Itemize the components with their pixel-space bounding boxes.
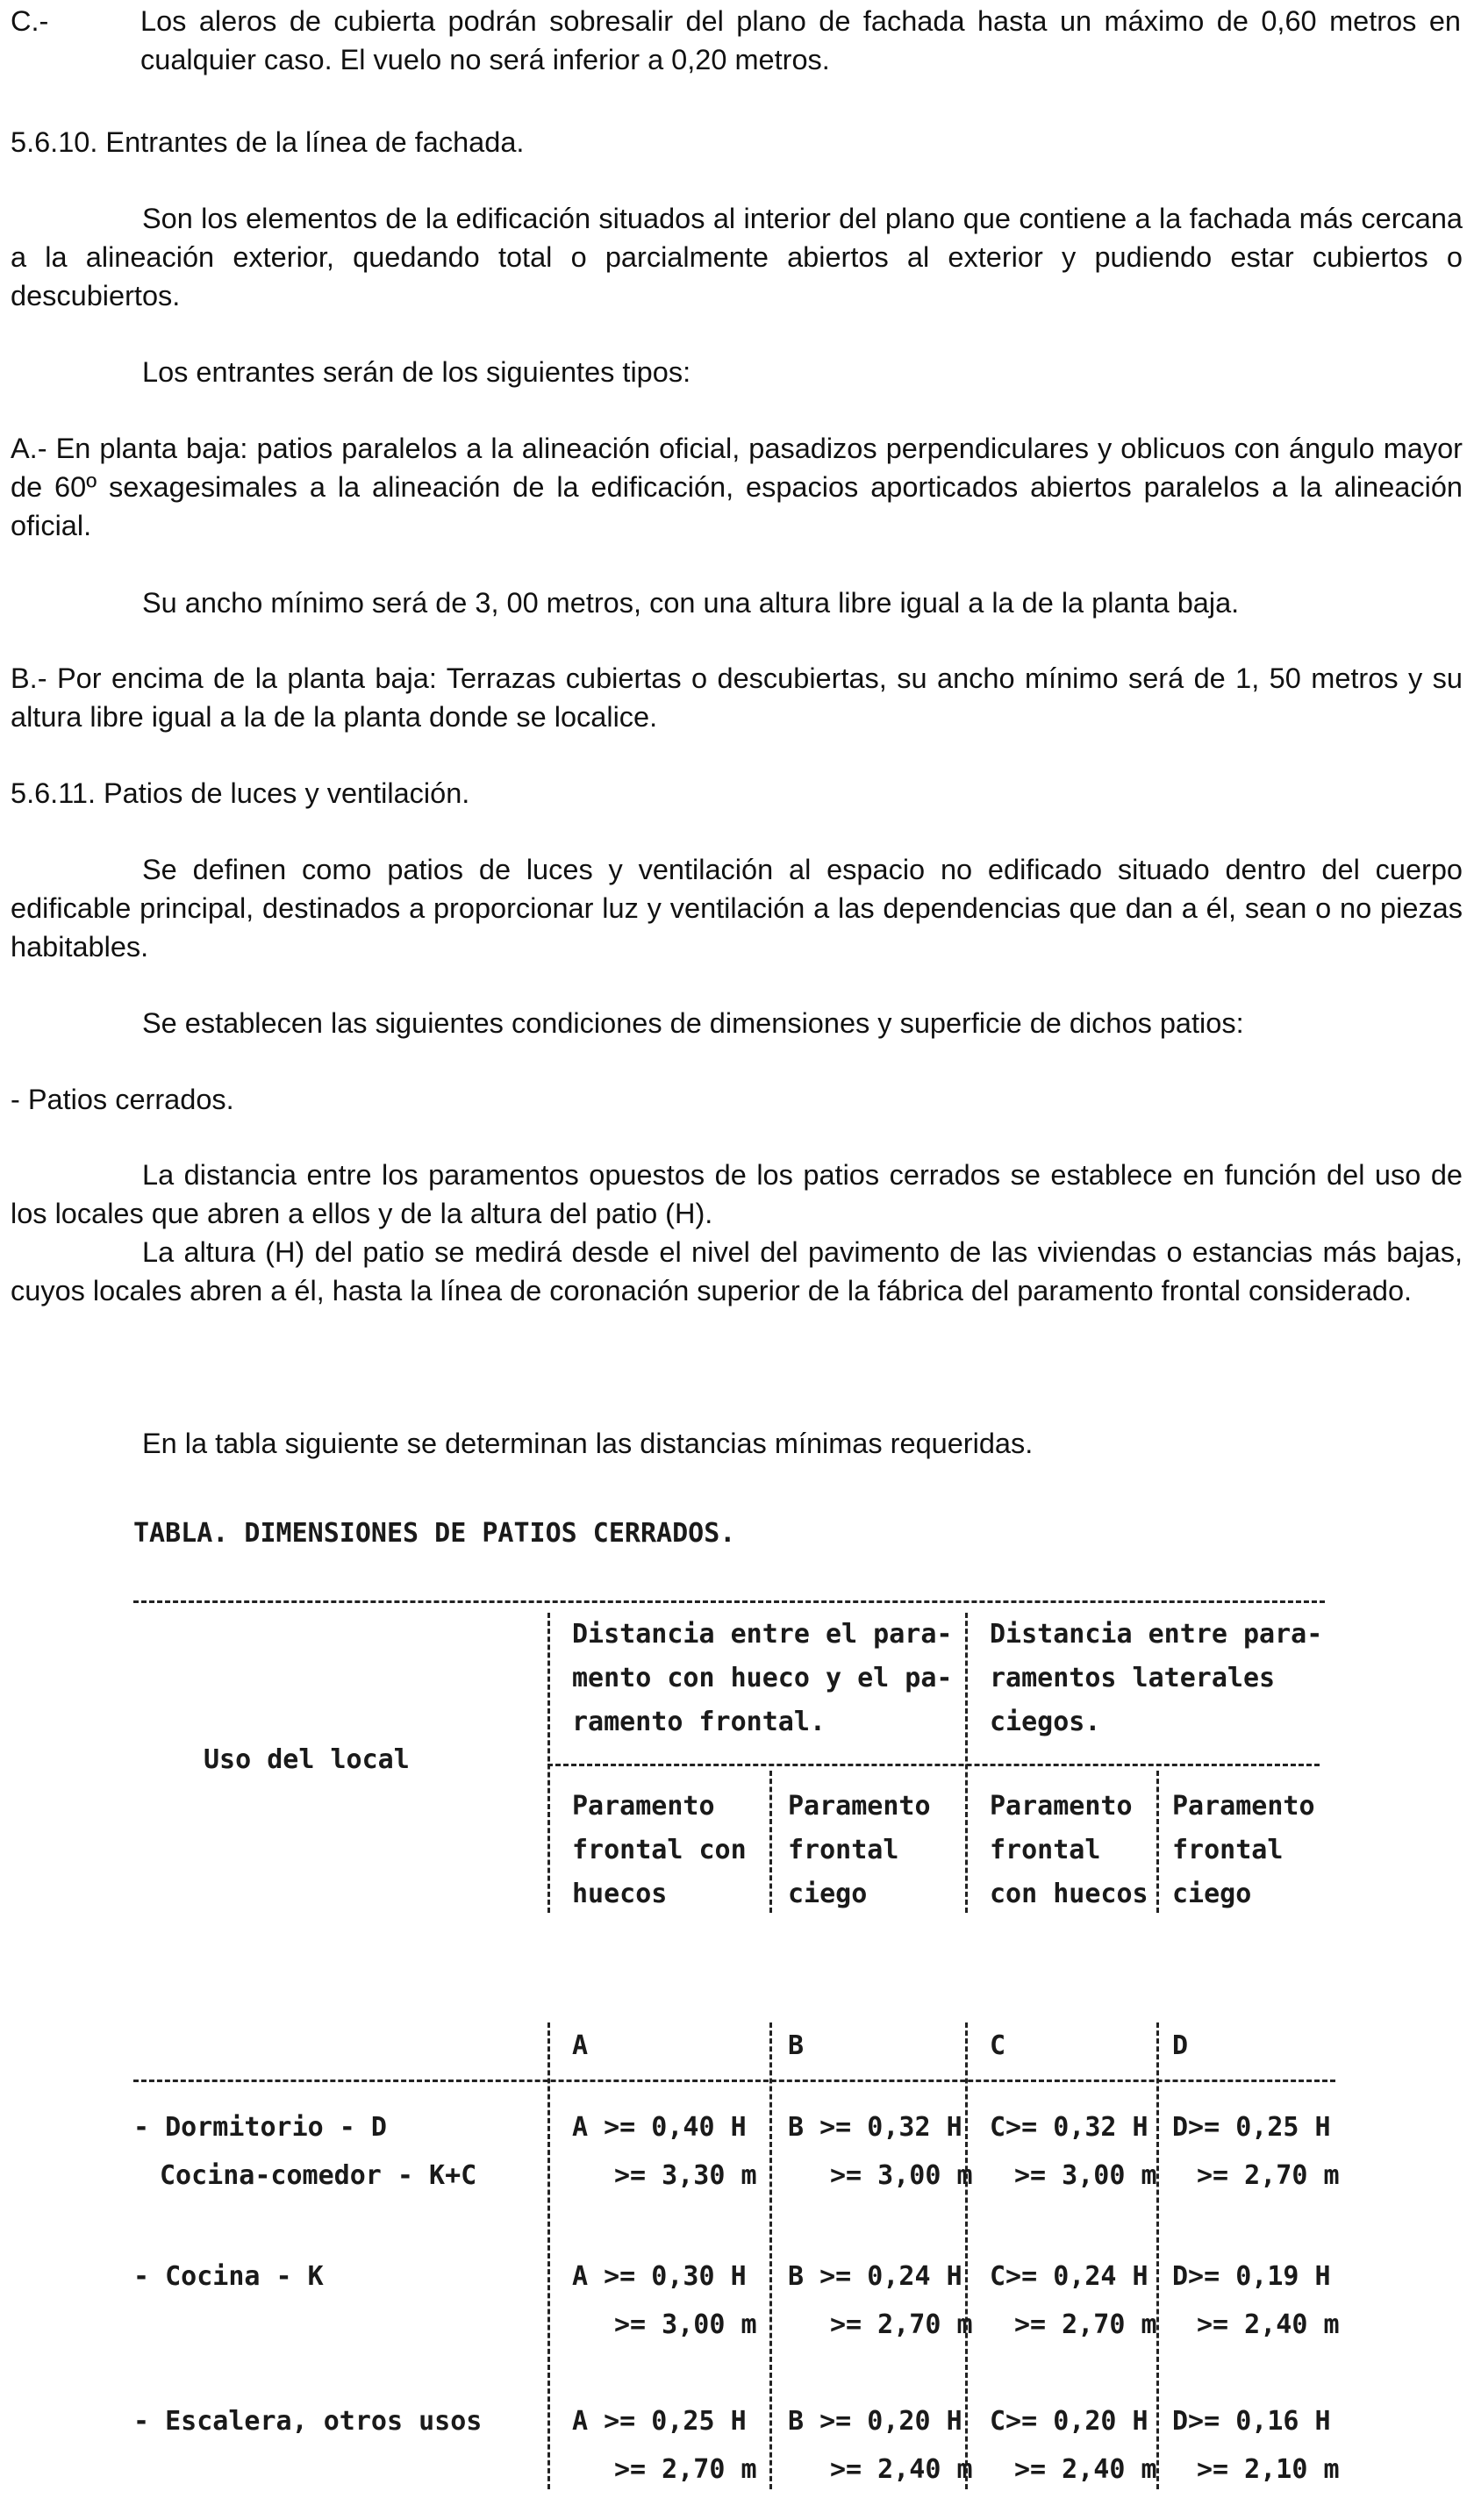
cell-a: A >= 0,40 H xyxy=(572,2112,747,2143)
body-separator-4 xyxy=(1156,2022,1159,2489)
paragraph-patios-definition: Se definen como patios de luces y ventilación al espacio no edificado situado dentro del cuerpo edificable principal, destinados a proporcionar luz y ventilación a las dependencias que dan a él, sean o no piezas habitables. xyxy=(11,854,1463,963)
column-letter-a: A xyxy=(572,2030,589,2061)
sub-c-line-3: con huecos xyxy=(990,1879,1148,1909)
item-c-label: C.- xyxy=(11,5,49,37)
body-separator-1 xyxy=(547,2022,550,2489)
sub-b-line-1: Paramento xyxy=(788,1791,931,1822)
section-heading-5-6-11: 5.6.11. Patios de luces y ventilación. xyxy=(11,777,470,809)
cell-b: >= 2,40 m xyxy=(830,2454,973,2485)
sub-d-line-1: Paramento xyxy=(1172,1791,1315,1822)
row-label: - Escalera, otros usos xyxy=(133,2406,483,2437)
cell-d: >= 2,10 m xyxy=(1197,2454,1340,2485)
group1-line-3: ramento frontal. xyxy=(572,1707,826,1737)
sub-d-line-3: ciego xyxy=(1172,1879,1252,1909)
body-separator-3 xyxy=(965,2022,968,2489)
paragraph-entrantes-definition: Son los elementos de la edificación situados al interior del plano que contiene a la fachada más cercana a la alineación exterior, quedando total o parcialmente abiertos al exterior y pudiendo estar cubiertos o descubiertos. xyxy=(11,203,1463,311)
cell-c: C>= 0,32 H xyxy=(990,2112,1148,2143)
header-separator-1 xyxy=(547,1613,550,1913)
cell-b: B >= 0,32 H xyxy=(788,2112,962,2143)
cell-a: A >= 0,25 H xyxy=(572,2406,747,2437)
cell-d: D>= 0,16 H xyxy=(1172,2406,1331,2437)
cell-a: >= 3,30 m xyxy=(614,2160,757,2191)
section-heading-5-6-10: 5.6.10. Entrantes de la línea de fachada. xyxy=(11,126,525,158)
row-label: - Cocina - K xyxy=(133,2261,324,2292)
body-top-rule xyxy=(133,2080,1335,2082)
group2-line-3: ciegos. xyxy=(990,1707,1101,1737)
column-letter-c: C xyxy=(990,2030,1006,2061)
sub-b-line-2: frontal xyxy=(788,1835,899,1865)
item-c-text: Los aleros de cubierta podrán sobresalir del plano de fachada hasta un máximo de 0,60 metros en cualquier caso. El vuelo no será inferior a 0,20 metros. xyxy=(140,5,1461,75)
row-label: Cocina-comedor - K+C xyxy=(160,2160,477,2191)
group1-line-2: mento con hueco y el pa- xyxy=(572,1663,953,1693)
cell-b: B >= 0,20 H xyxy=(788,2406,962,2437)
body-separator-2 xyxy=(769,2022,772,2489)
paragraph-encima-planta-baja: B.- Por encima de la planta baja: Terrazas cubiertas o descubiertas, su ancho mínimo será de 1, 50 metros y su altura libre igual a la de la planta donde se localice. xyxy=(11,662,1463,733)
cell-c: C>= 0,20 H xyxy=(990,2406,1148,2437)
sub-c-line-2: frontal xyxy=(990,1835,1101,1865)
sub-d-line-2: frontal xyxy=(1172,1835,1284,1865)
uso-header: Uso del local xyxy=(204,1744,410,1775)
cell-a: A >= 0,30 H xyxy=(572,2261,747,2292)
column-letter-d: D xyxy=(1172,2030,1189,2061)
paragraph-entrantes-tipos: Los entrantes serán de los siguientes tipos: xyxy=(142,356,691,388)
cell-c: >= 3,00 m xyxy=(1014,2160,1157,2191)
group2-line-2: ramentos laterales xyxy=(990,1663,1276,1693)
cell-a: >= 3,00 m xyxy=(614,2309,757,2340)
table-top-rule xyxy=(133,1600,1325,1603)
group2-line-1: Distancia entre para- xyxy=(990,1619,1323,1650)
cell-c: >= 2,40 m xyxy=(1014,2454,1157,2485)
paragraph-condiciones: Se establecen las siguientes condiciones de dimensiones y superficie de dichos patios: xyxy=(142,1007,1244,1039)
paragraph-distancia-paramentos: La distancia entre los paramentos opuestos de los patios cerrados se establece en función del uso de los locales que abren a ellos y de la altura del patio (H). xyxy=(11,1159,1463,1229)
paragraph-altura-patio: La altura (H) del patio se medirá desde el nivel del pavimento de las viviendas o estancias más bajas, cuyos locales abren a él, hasta la línea de coronación superior de la fábrica del paramento frontal considerado. xyxy=(11,1236,1463,1307)
cell-b: B >= 0,24 H xyxy=(788,2261,962,2292)
cell-d: >= 2,70 m xyxy=(1197,2160,1340,2191)
cell-b: >= 2,70 m xyxy=(830,2309,973,2340)
sub-c-line-1: Paramento xyxy=(990,1791,1133,1822)
cell-d: D>= 0,25 H xyxy=(1172,2112,1331,2143)
group1-line-1: Distancia entre el para- xyxy=(572,1619,953,1650)
table-title: TABLA. DIMENSIONES DE PATIOS CERRADOS. xyxy=(133,1518,736,1549)
paragraph-tabla-intro: En la tabla siguiente se determinan las distancias mínimas requeridas. xyxy=(142,1428,1034,1459)
paragraph-planta-baja: A.- En planta baja: patios paralelos a la alineación oficial, pasadizos perpendiculares y oblicuos con ángulo mayor de 60º sexagesimales a la alineación de la edificación, espacios aporticados abiertos paralelos a la alineación oficial. xyxy=(11,433,1463,541)
header-separator-2 xyxy=(965,1613,968,1913)
header-separator-sub-1 xyxy=(769,1771,772,1913)
column-letter-b: B xyxy=(788,2030,805,2061)
cell-d: D>= 0,19 H xyxy=(1172,2261,1331,2292)
cell-c: >= 2,70 m xyxy=(1014,2309,1157,2340)
sub-a-line-3: huecos xyxy=(572,1879,668,1909)
cell-c: C>= 0,24 H xyxy=(990,2261,1148,2292)
cell-a: >= 2,70 m xyxy=(614,2454,757,2485)
cell-b: >= 3,00 m xyxy=(830,2160,973,2191)
cell-d: >= 2,40 m xyxy=(1197,2309,1340,2340)
header-separator-sub-2 xyxy=(1156,1771,1159,1913)
paragraph-patios-cerrados: - Patios cerrados. xyxy=(11,1084,234,1115)
row-label: - Dormitorio - D xyxy=(133,2112,387,2143)
header-mid-rule xyxy=(547,1764,1320,1766)
paragraph-ancho-minimo: Su ancho mínimo será de 3, 00 metros, con una altura libre igual a la de la planta baja. xyxy=(142,587,1240,619)
sub-a-line-1: Paramento xyxy=(572,1791,715,1822)
sub-b-line-3: ciego xyxy=(788,1879,868,1909)
sub-a-line-2: frontal con xyxy=(572,1835,747,1865)
